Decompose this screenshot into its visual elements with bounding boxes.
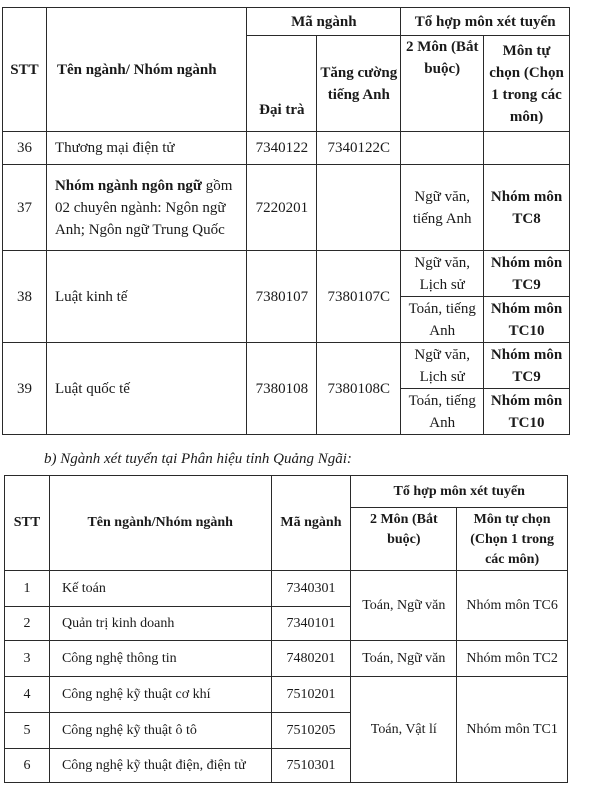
row-dai-tra: 7380108: [247, 343, 317, 435]
table-row: [3, 165, 570, 251]
row-hai-mon-empty: [401, 132, 484, 165]
group-hai-mon: Toán, Vật lí: [351, 677, 457, 783]
row-tang-cuong: [317, 165, 401, 251]
row-stt: 39: [3, 343, 47, 435]
row-stt: 2: [5, 607, 50, 641]
header-to-hop: Tổ hợp môn xét tuyển: [351, 476, 568, 508]
row-tang-cuong: 7380108C: [317, 343, 401, 435]
row-dai-tra: 7340122: [247, 132, 317, 165]
row-stt: 6: [5, 749, 50, 783]
table-row: [5, 641, 568, 677]
row-ten-nganh: Quản trị kinh doanh: [49, 607, 271, 641]
row-dai-tra: 7220201: [247, 165, 317, 251]
row-ma-nganh: 7480201: [271, 641, 351, 677]
header-to-hop: Tổ hợp môn xét tuyển: [401, 8, 570, 36]
row-ma-nganh: 7510301: [271, 749, 351, 783]
header-mon-tu-chon: Môn tự chọn (Chọn 1 trong các môn): [484, 36, 570, 132]
row-stt: 37: [3, 165, 47, 251]
row-tu-chon: Nhóm môn TC10: [484, 389, 570, 435]
table-row: [3, 132, 570, 165]
nhom-nganh-title: Nhóm ngành ngôn ngữ: [54, 177, 202, 194]
row-hai-mon: Toán, tiếng Anh: [401, 297, 484, 343]
row-tu-chon: Nhóm môn TC9: [484, 343, 570, 389]
section-caption: b) Ngành xét tuyển tại Phân hiệu tỉnh Quảng Ngãi:: [44, 451, 352, 467]
row-ten-nganh: Kế toán: [49, 571, 271, 607]
header-ma-nganh: Mã ngành: [247, 8, 401, 36]
group-hai-mon: Toán, Ngữ văn: [351, 641, 457, 677]
header-stt: STT: [3, 8, 47, 132]
header-stt: STT: [5, 476, 50, 571]
table-row: [3, 251, 570, 297]
row-ten-nganh: Luật kinh tế: [46, 251, 246, 343]
row-ten-nganh: Thương mại điện tử: [46, 132, 246, 165]
header-hai-mon: 2 Môn (Bắt buộc): [401, 36, 484, 132]
row-stt: 3: [5, 641, 50, 677]
header-ten-nganh: Tên ngành/Nhóm ngành: [49, 476, 271, 571]
row-hai-mon: Toán, tiếng Anh: [401, 389, 484, 435]
row-hai-mon: Ngữ văn, Lịch sử: [401, 251, 484, 297]
row-ten-nganh: [46, 165, 246, 251]
row-tu-chon: Nhóm môn TC10: [484, 297, 570, 343]
row-dai-tra: 7380107: [247, 251, 317, 343]
group-tu-chon: Nhóm môn TC1: [457, 677, 568, 783]
group-tu-chon: Nhóm môn TC6: [457, 571, 568, 641]
row-ten-nganh: Công nghệ kỹ thuật điện, điện tử: [49, 749, 271, 783]
row-ten-nganh: Công nghệ kỹ thuật ô tô: [49, 713, 271, 749]
header-dai-tra: Đại trà: [247, 36, 317, 132]
table-row: [3, 343, 570, 389]
row-tu-chon-empty: [484, 132, 570, 165]
header-ma-nganh: Mã ngành: [271, 476, 351, 571]
row-hai-mon: Ngữ văn, tiếng Anh: [401, 165, 484, 251]
group-hai-mon: Toán, Ngữ văn: [351, 571, 457, 641]
row-ma-nganh: 7340101: [271, 607, 351, 641]
row-ten-nganh: Công nghệ kỹ thuật cơ khí: [49, 677, 271, 713]
header-tang-cuong: Tăng cường tiếng Anh: [317, 36, 401, 132]
group-tu-chon: Nhóm môn TC2: [457, 641, 568, 677]
table-row: [5, 571, 568, 607]
row-stt: 4: [5, 677, 50, 713]
admission-table-quang-ngai: [4, 475, 568, 783]
table-row: [5, 677, 568, 713]
row-stt: 1: [5, 571, 50, 607]
admission-table-main: [2, 7, 570, 435]
row-ma-nganh: 7510205: [271, 713, 351, 749]
row-ma-nganh: 7340301: [271, 571, 351, 607]
row-tu-chon: Nhóm môn TC9: [484, 251, 570, 297]
row-stt: 36: [3, 132, 47, 165]
row-stt: 38: [3, 251, 47, 343]
header-mon-tu-chon: Môn tự chọn (Chọn 1 trong các môn): [457, 508, 568, 571]
row-ma-nganh: 7510201: [271, 677, 351, 713]
nhom-nganh-desc: gồm 02 chuyên ngành: Ngôn ngữ Anh; Ngôn ngữ Trung Quốc: [54, 177, 233, 238]
row-tang-cuong: 7380107C: [317, 251, 401, 343]
header-ten-nganh: Tên ngành/ Nhóm ngành: [46, 8, 246, 132]
row-tang-cuong: 7340122C: [317, 132, 401, 165]
header-hai-mon: 2 Môn (Bắt buộc): [351, 508, 457, 571]
row-ten-nganh: Công nghệ thông tin: [49, 641, 271, 677]
row-ten-nganh: Luật quốc tế: [46, 343, 246, 435]
row-tu-chon: Nhóm môn TC8: [484, 165, 570, 251]
row-hai-mon: Ngữ văn, Lịch sử: [401, 343, 484, 389]
row-stt: 5: [5, 713, 50, 749]
